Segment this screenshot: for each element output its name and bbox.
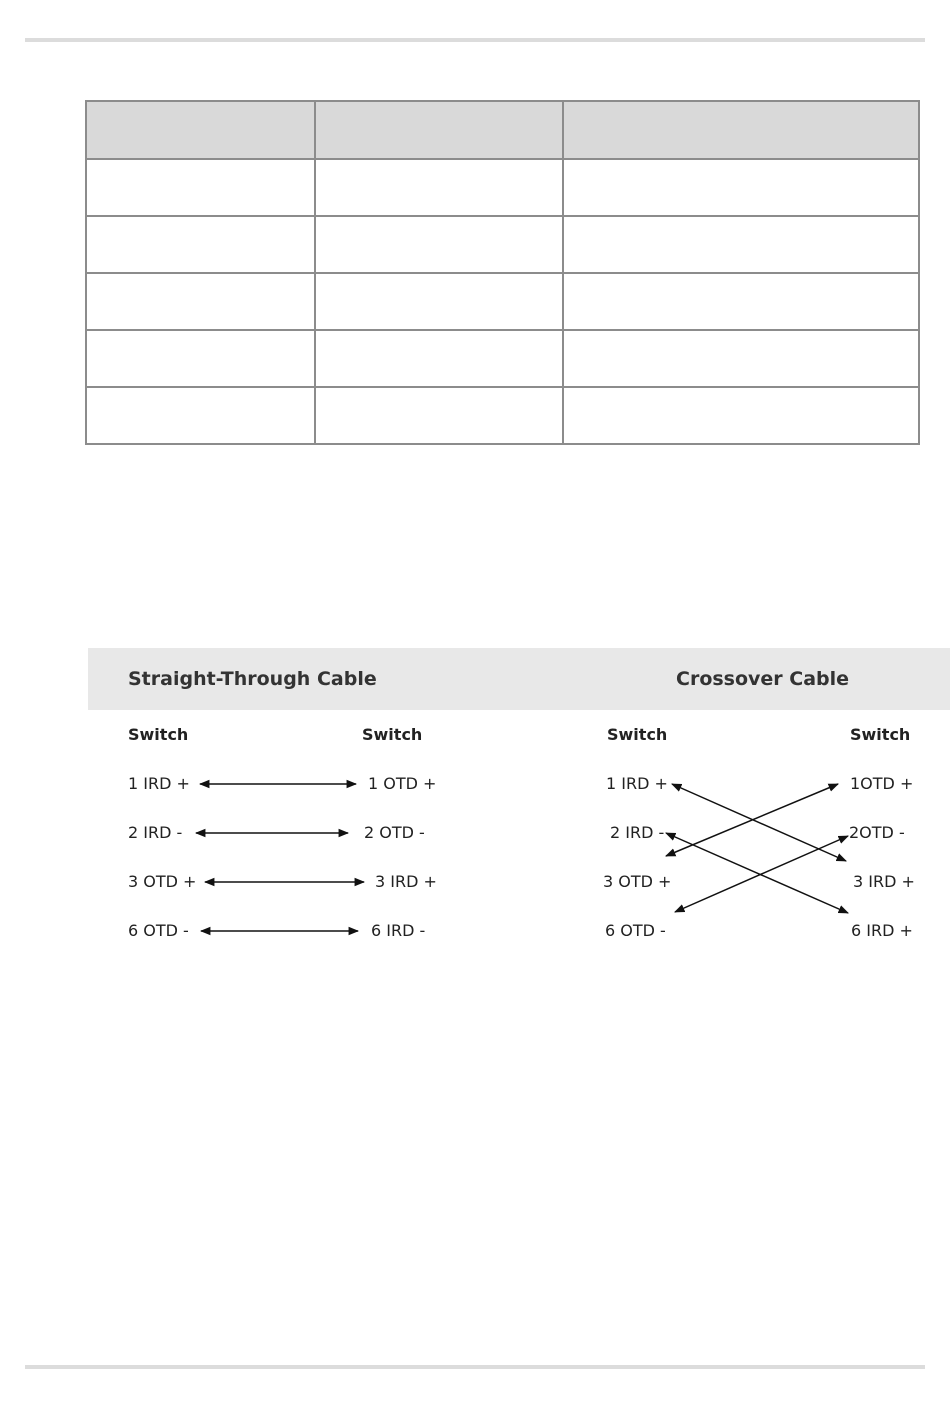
- table-row: [86, 216, 919, 273]
- table-cell: [315, 273, 563, 330]
- table-cell: [86, 273, 315, 330]
- straight-through-title: Straight-Through Cable: [128, 668, 377, 690]
- table-cell: [86, 159, 315, 216]
- wiring-lines: [88, 648, 950, 958]
- table-cell: [315, 387, 563, 444]
- crossover-left-pin-4: 6 OTD -: [605, 921, 666, 940]
- table-header-cell: [315, 101, 563, 159]
- table-cell: [563, 330, 919, 387]
- table-header-cell: [86, 101, 315, 159]
- table-cell: [563, 273, 919, 330]
- straight-right-pin-3: 3 IRD +: [375, 872, 437, 891]
- straight-right-pin-2: 2 OTD -: [364, 823, 425, 842]
- table-row: [86, 387, 919, 444]
- table-header-cell: [563, 101, 919, 159]
- table-cell: [86, 330, 315, 387]
- table-cell: [563, 387, 919, 444]
- crossover-wire-3: [666, 833, 848, 913]
- straight-left-pin-4: 6 OTD -: [128, 921, 189, 940]
- table-header-row: [86, 101, 919, 159]
- table-cell: [86, 216, 315, 273]
- crossover-right-pin-4: 6 IRD +: [851, 921, 913, 940]
- cable-wiring-diagram: [88, 648, 950, 958]
- crossover-wire-1: [672, 784, 846, 861]
- table-cell: [563, 159, 919, 216]
- straight-left-switch-header: Switch: [128, 725, 189, 744]
- crossover-right-pin-3: 3 IRD +: [853, 872, 915, 891]
- crossover-left-pin-3: 3 OTD +: [603, 872, 672, 891]
- table-row: [86, 273, 919, 330]
- crossover-left-switch-header: Switch: [607, 725, 668, 744]
- footer-rule: [25, 1365, 925, 1369]
- crossover-title: Crossover Cable: [676, 668, 850, 690]
- table-cell: [315, 330, 563, 387]
- straight-right-pin-4: 6 IRD -: [371, 921, 426, 940]
- straight-left-pin-3: 3 OTD +: [128, 872, 197, 891]
- crossover-left-pin-1: 1 IRD +: [606, 774, 668, 793]
- table-cell: [315, 216, 563, 273]
- straight-right-pin-1: 1 OTD +: [368, 774, 437, 793]
- straight-left-pin-2: 2 IRD -: [128, 823, 183, 842]
- crossover-right-pin-2: 2OTD -: [849, 823, 905, 842]
- crossover-right-switch-header: Switch: [850, 725, 911, 744]
- crossover-left-pin-2: 2 IRD -: [610, 823, 665, 842]
- header-rule: [25, 38, 925, 42]
- crossover-wire-4: [675, 836, 848, 912]
- straight-right-switch-header: Switch: [362, 725, 423, 744]
- table-row: [86, 330, 919, 387]
- table-cell: [86, 387, 315, 444]
- table-row: [86, 159, 919, 216]
- straight-left-pin-1: 1 IRD +: [128, 774, 190, 793]
- table-cell: [315, 159, 563, 216]
- table-cell: [563, 216, 919, 273]
- crossover-wire-2: [666, 784, 838, 856]
- crossover-right-pin-1: 1OTD +: [850, 774, 914, 793]
- spec-table: [85, 100, 920, 445]
